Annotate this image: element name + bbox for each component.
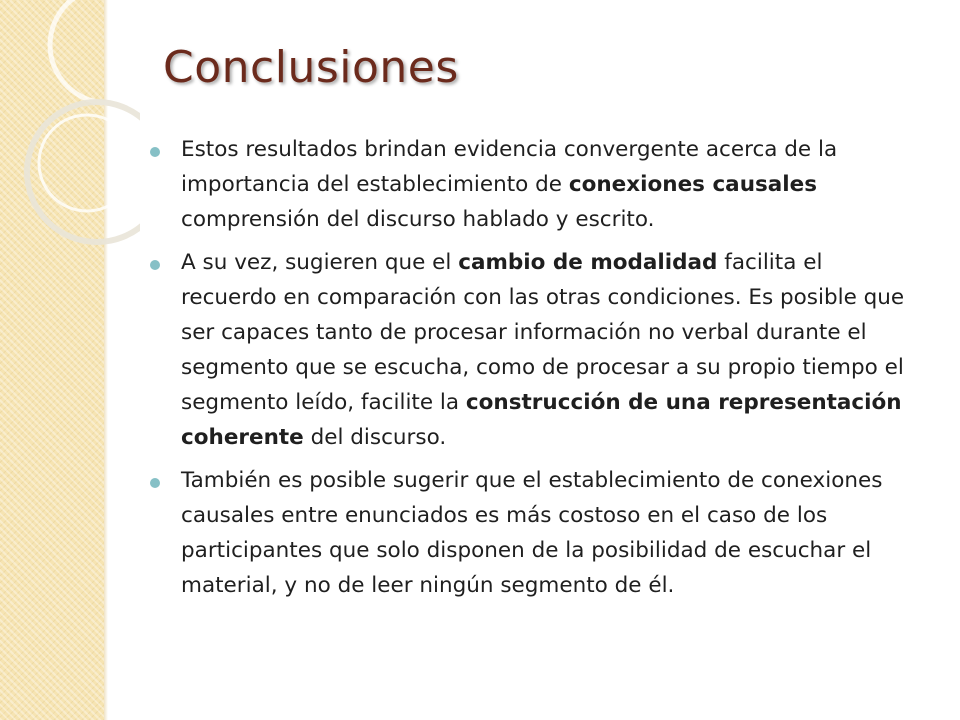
bullet-list bbox=[150, 132, 920, 611]
bullet-dot-icon bbox=[150, 147, 160, 157]
decorative-ring-small bbox=[39, 115, 135, 211]
bullet-3-text: También es posible sugerir que el establecimiento de conexiones causales entre enunciados es más costoso en el caso de los participantes que solo disponen de la posibilidad de escuchar el material, y no de leer ningún segmento de él. bbox=[181, 468, 883, 598]
bullet-2-text-end: del discurso. bbox=[303, 425, 447, 450]
bullet-2-text: A su vez, sugieren que el bbox=[181, 250, 459, 275]
bullet-item-2 bbox=[150, 245, 920, 455]
bullet-1-text-end: comprensión del discurso hablado y escrito. bbox=[181, 207, 655, 232]
bullet-1-text: Estos resultados brindan evidencia convergente acerca de la importancia del establecimiento de bbox=[181, 137, 838, 197]
bullet-2-bold-1: cambio de modalidad bbox=[458, 250, 718, 275]
slide-title: Conclusiones bbox=[163, 42, 459, 93]
bullet-dot-icon bbox=[150, 478, 160, 488]
bullet-item-1 bbox=[150, 132, 920, 237]
decorative-ring-large bbox=[50, 0, 140, 103]
decorative-ring-medium bbox=[27, 102, 140, 242]
bullet-2-text-mid: facilita el recuerdo en comparación con las otras condiciones. Es posible que ser capaces tanto de procesar información no verbal durante el segmento que se escucha, como de procesar a su propio tiempo el segmento leído, facilite la bbox=[181, 250, 905, 415]
bullet-2-bold-2: construcción de una representación coherente bbox=[181, 390, 902, 450]
bullet-1-bold: conexiones causales bbox=[568, 172, 818, 197]
decorative-rings bbox=[0, 0, 140, 260]
bullet-dot-icon bbox=[150, 260, 160, 270]
bullet-item-3 bbox=[150, 463, 920, 603]
